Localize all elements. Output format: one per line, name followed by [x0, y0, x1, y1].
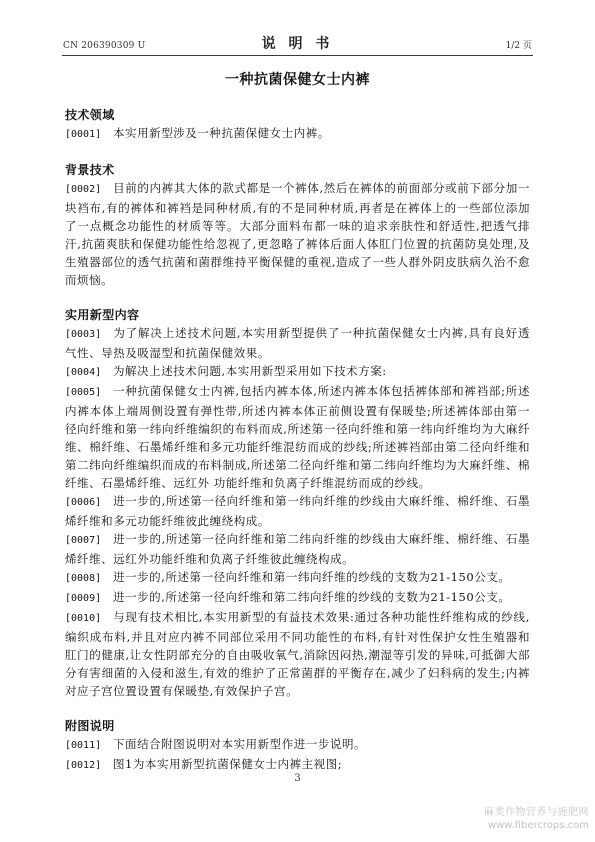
- paragraph-number: [0007]: [65, 535, 102, 546]
- paragraph-text: 一种抗菌保健女士内裤,包括内裤本体,所述内裤本体包括裤体部和裤裆部;所述内裤本体上端周侧设置有弹性带,所述内裤本体正前侧设置有保暖垫;所述裤体部由第一径向纤维和第一纬向纤维编织的布料而成,所述第一径向纤维和第一纬向纤维均为大麻纤维、棉纤维、石墨烯纤维和多元功能纤维混纺而成的纱线;所述裤裆部由第二径向纤维和第二纬向纤维编织而成的布料制成,所述第二径向纤维和第二纬向纤维均为大麻纤维、棉纤维、石墨烯纤维、远红外 功能纤维和负离子纤维混纺而成的纱线。: [65, 384, 530, 490]
- paragraph-text: 图1为本实用新型抗菌保健女士内裤主视图;: [113, 757, 343, 771]
- paragraph-0003: [65, 324, 530, 362]
- watermark-site-name: 麻类作物营养与施肥网: [484, 807, 589, 818]
- document-title: 一种抗菌保健女士内裤: [225, 72, 370, 88]
- document-type-label: 说 明 书: [261, 36, 334, 52]
- paragraph-text: 进一步的,所述第一径向纤维和第一纬向纤维的纱线的支数为21-150公支。: [113, 570, 511, 584]
- paragraph-text: 目前的内裤其大体的款式都是一个裤体,然后在裤体的前面部分或前下部分加一块裆布,有的裤体和裤裆是同种材质,有的不是同种材质,再者是在裤体上的一些部位添加了一点概念功能性的材质等等。大部分面料布都一味的追求亲肤性和舒适性,把透气排汗,抗菌爽肤和保健功能性给忽视了,更忽略了裤体后面人体肛门位置的抗菌防臭处理,及生殖器部位的透气抗菌和菌群维持平衡保健的重视,造成了一些人群外阴皮肤病久治不愈而烦恼。: [65, 181, 530, 287]
- paragraph-number: [0002]: [65, 184, 102, 195]
- section-heading-drawings: 附图说明: [65, 719, 115, 733]
- paragraph-text: 进一步的,所述第一径向纤维和第二纬向纤维的纱线的支数为21-150公支。: [113, 590, 511, 604]
- watermark: [484, 806, 589, 832]
- section-heading-technical-field: 技术领域: [65, 108, 115, 122]
- paragraph-0005: [65, 382, 530, 492]
- paragraph-text: 进一步的,所述第一径向纤维和第二纬向纤维的纱线由大麻纤维、棉纤维、石墨烯纤维、远红外功能纤维和负离子纤维彼此缠绕构成。: [65, 532, 530, 566]
- paragraph-number: [0009]: [65, 593, 102, 604]
- page-indicator: 1/2 页: [505, 41, 532, 51]
- paragraph-number: [0004]: [65, 367, 102, 378]
- header-divider: [62, 55, 533, 56]
- paragraph-text: 为解决上述技术问题,本实用新型采用如下技术方案:: [113, 364, 387, 378]
- paragraph-0011: [65, 735, 530, 755]
- paragraph-text: 进一步的,所述第一径向纤维和第一纬向纤维的纱线由大麻纤维、棉纤维、石墨烯纤维和多元功能纤维彼此缠绕构成。: [65, 494, 530, 528]
- paragraph-0010: [65, 608, 530, 700]
- paragraph-number: [0001]: [65, 129, 102, 140]
- paragraph-0009: [65, 588, 530, 608]
- paragraph-number: [0010]: [65, 613, 102, 624]
- paragraph-number: [0011]: [65, 740, 102, 751]
- paragraph-number: [0006]: [65, 497, 102, 508]
- paragraph-text: 与现有技术相比,本实用新型的有益技术效果:通过各种功能性纤维构成的纱线,编织成布料,并且对应内裤不同部位采用不同功能性的布料,有针对性保护女性生殖器和肛门的健康,让女性阴部充分的自由吸收氧气,消除因闷热,潮湿等引发的异味,可抵御大部分有害细菌的入侵和滋生,有效的维护了正常菌群的平衡存在,减少了妇科病的发生;内裤对应子宫位置设置有保暖垫,有效保护子宫。: [65, 610, 530, 698]
- paragraph-number: [0003]: [65, 329, 102, 340]
- page-header: [62, 34, 533, 55]
- paragraph-0002: [65, 179, 530, 289]
- section-heading-utility-content: 实用新型内容: [65, 308, 140, 322]
- paragraph-text: 为了解决上述技术问题,本实用新型提供了一种抗菌保健女士内裤,具有良好透气性、导热及吸湿型和抗菌保健效果。: [65, 326, 530, 360]
- paragraph-0001: [65, 124, 530, 144]
- paragraph-number: [0005]: [65, 387, 102, 398]
- paragraph-0006: [65, 492, 530, 530]
- document-body: [65, 106, 530, 775]
- paragraph-text: 本实用新型涉及一种抗菌保健女士内裤。: [113, 126, 330, 140]
- paragraph-number: [0012]: [65, 760, 102, 771]
- paragraph-text: 下面结合附图说明对本实用新型作进一步说明。: [113, 737, 367, 751]
- paragraph-0004: [65, 362, 530, 382]
- watermark-url: www.fibercrops.com: [487, 820, 589, 831]
- document-number: CN 206390309 U: [63, 41, 146, 51]
- page-number: 3: [294, 773, 301, 784]
- paragraph-0008: [65, 568, 530, 588]
- paragraph-0007: [65, 530, 530, 568]
- paragraph-number: [0008]: [65, 573, 102, 584]
- section-heading-background: 背景技术: [65, 163, 115, 177]
